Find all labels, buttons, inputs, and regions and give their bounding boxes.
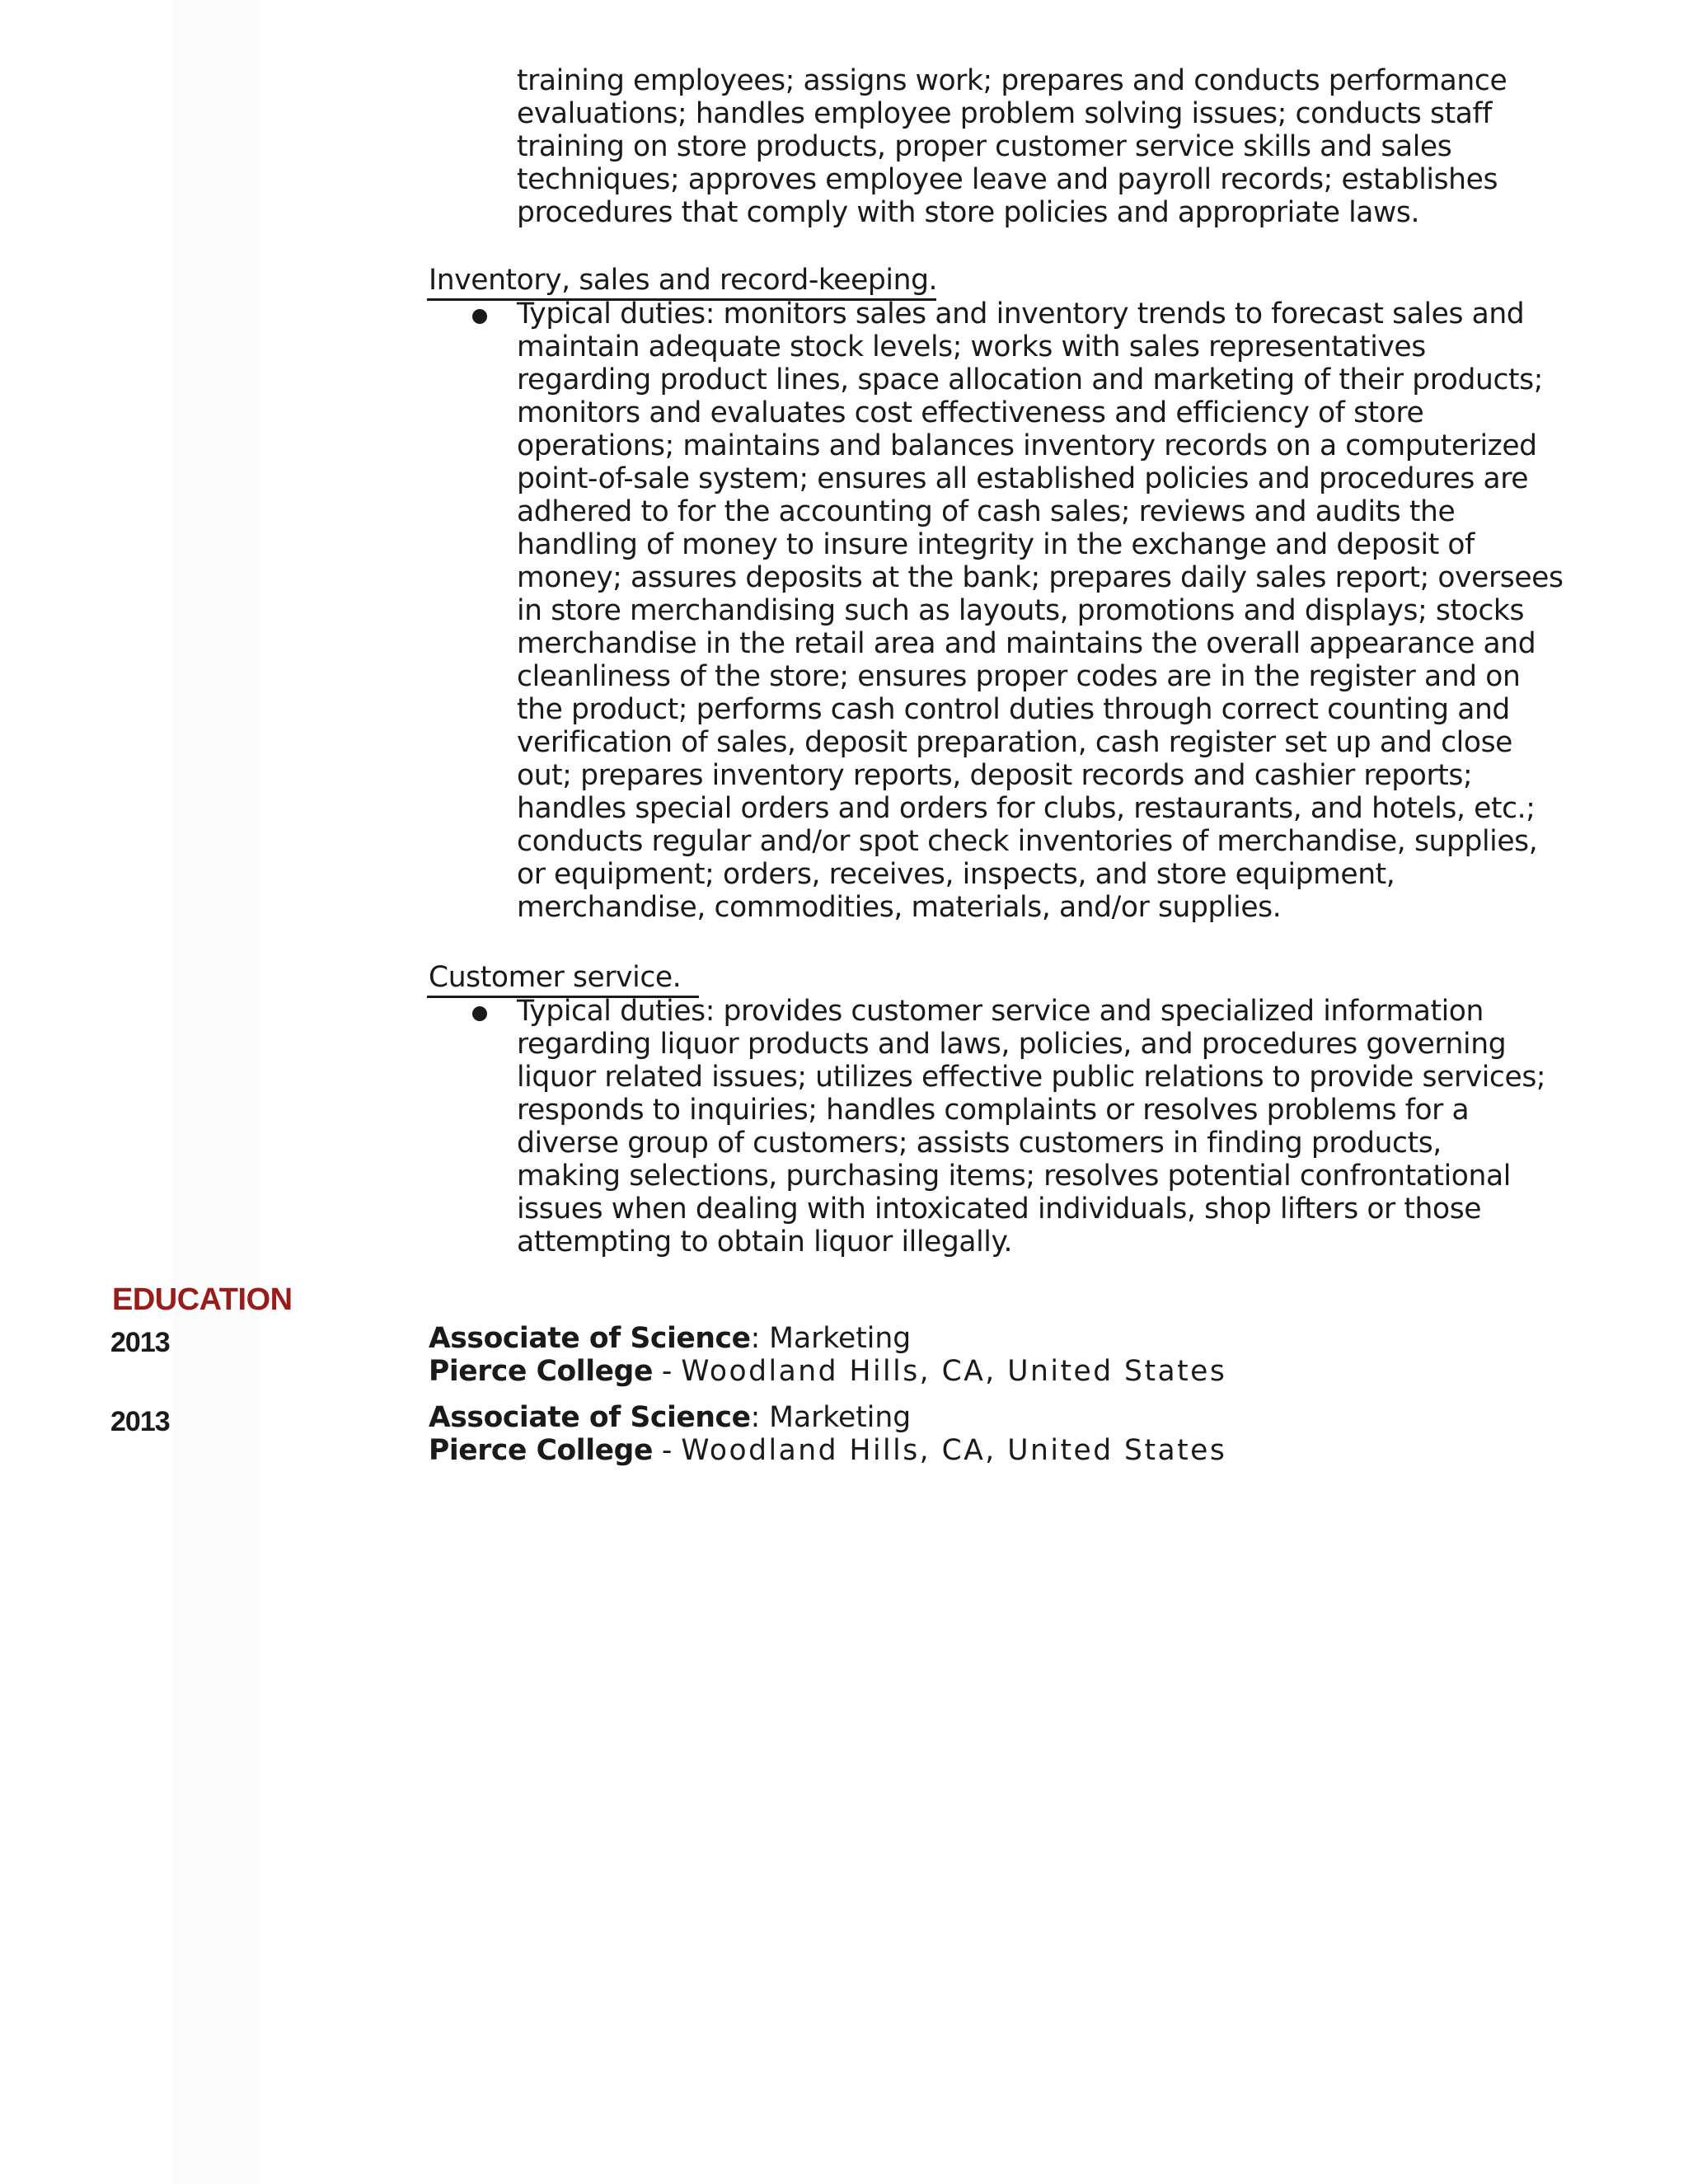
degree-field: Marketing — [760, 1401, 912, 1434]
customer-service-heading — [429, 961, 681, 994]
customer-service-duties-text: Typical duties: provides customer service and specialized information regarding liquor products and laws, policies, and procedures governing liquor related issues; utilizes effective public relations to provide services; responds to inquiries; handles complaints or resolves problems for a diverse group of customers; assists customers in finding products, making selections, purchasing items; resolves potential confrontational issues when dealing with intoxicated individuals, shop lifters or those attempting to obtain liquor illegally. — [517, 995, 1546, 1258]
education-degree-line — [429, 1322, 911, 1355]
education-school-line — [429, 1434, 1226, 1467]
school-location: Woodland Hills, CA, United States — [681, 1434, 1227, 1467]
degree-separator: : — [750, 1401, 761, 1434]
degree-name: Associate of Science — [429, 1322, 751, 1355]
degree-field: Marketing — [760, 1322, 912, 1355]
school-dash: - — [652, 1355, 682, 1388]
management-duties-continued — [517, 64, 1580, 229]
education-year: 2013 — [110, 1327, 170, 1358]
inventory-duties — [517, 298, 1580, 924]
bullet-icon — [472, 309, 487, 324]
education-year: 2013 — [110, 1406, 170, 1437]
degree-name: Associate of Science — [429, 1401, 751, 1434]
inventory-duties-text: Typical duties: monitors sales and inventory trends to forecast sales and maintain adequate stock levels; works with sales representatives regarding product lines, space allocation and marketing of their products; monitors and evaluates cost effectiveness and efficiency of store operations; maintains and balances inventory records on a computerized point-of-sale system; ensures all established policies and procedures are adhered to for the accounting of cash sales; reviews and audits the handling of money to insure integrity in the exchange and deposit of money; assures deposits at the bank; prepares daily sales report; oversees in store merchandising such as layouts, promotions and displays; stocks merchandise in the retail area and maintains the overall appearance and cleanliness of the store; ensures proper codes are in the register and on the product; performs cash control duties through correct counting and verification of sales, deposit preparation, cash register set up and close out; prepares inventory reports, deposit records and cashier reports; handles special orders and orders for clubs, restaurants, and hotels, etc.; conducts regular and/or spot check inventories of merchandise, supplies, or equipment; orders, receives, inspects, and store equipment, merchandise, commodities, materials, and/or supplies. — [517, 298, 1564, 924]
customer-service-duties — [517, 995, 1580, 1258]
school-location: Woodland Hills, CA, United States — [681, 1355, 1227, 1388]
bullet-icon — [472, 1006, 487, 1021]
inventory-heading — [429, 264, 937, 297]
degree-separator: : — [750, 1322, 761, 1355]
school-name: Pierce College — [429, 1434, 653, 1467]
education-section-title: EDUCATION — [112, 1282, 293, 1317]
education-school-line — [429, 1355, 1226, 1388]
inventory-heading-text: Inventory, sales and record-keeping. — [429, 264, 938, 297]
school-name: Pierce College — [429, 1355, 653, 1388]
management-duties-text: training employees; assigns work; prepares and conducts performance evaluations; handles employee problem solving issues; conducts staff training on store products, proper customer service skills and sales techniques; approves employee leave and payroll records; establishes procedures that comply with store policies and appropriate laws. — [517, 64, 1507, 229]
school-dash: - — [652, 1434, 682, 1467]
customer-service-heading-text: Customer service. — [429, 961, 682, 994]
education-degree-line — [429, 1401, 911, 1434]
